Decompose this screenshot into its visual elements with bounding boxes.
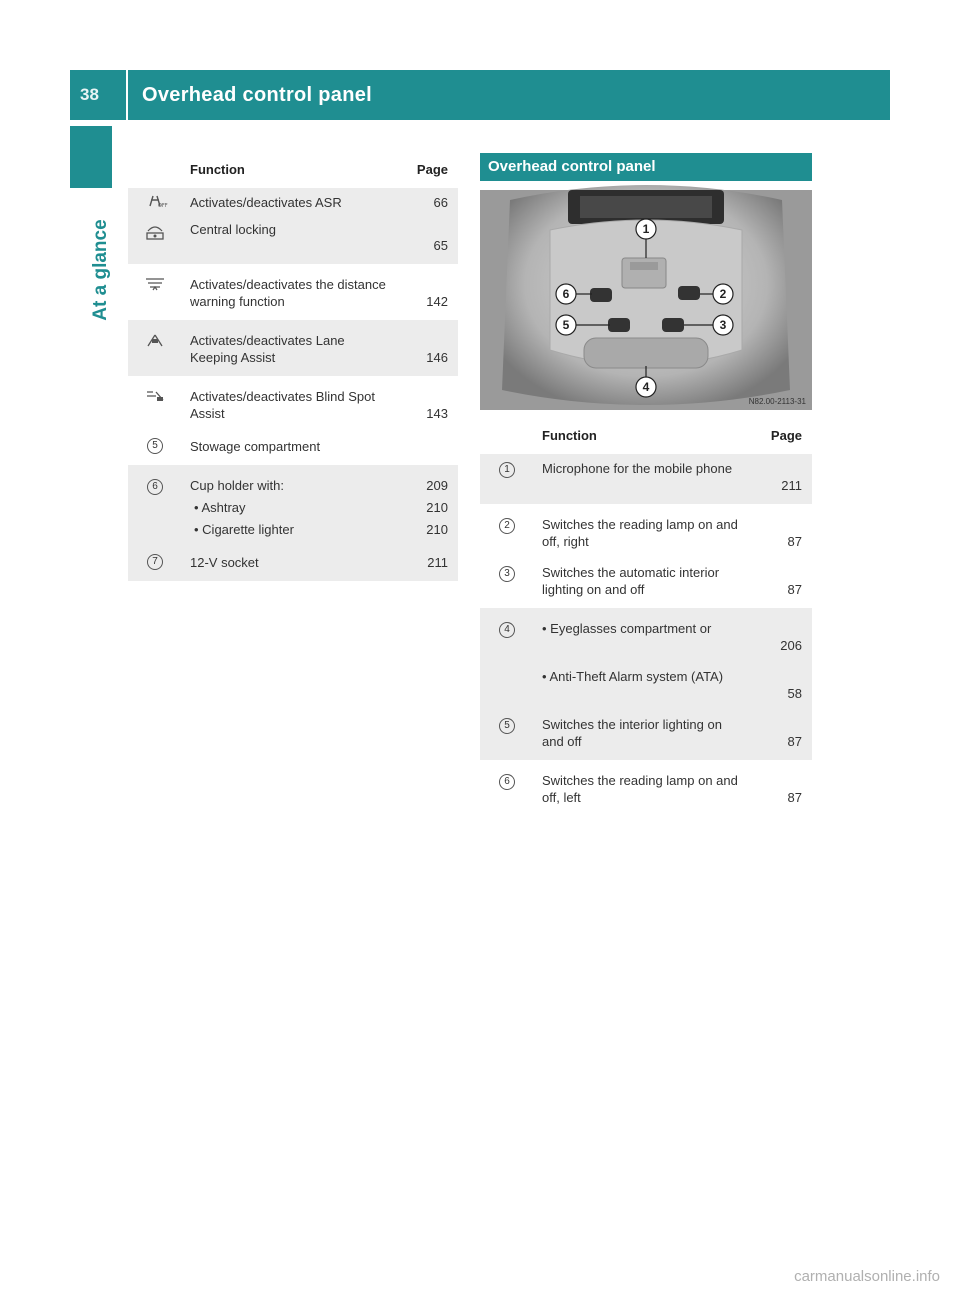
function-text: 12-V socket [182,542,396,575]
page-ref: 87 [750,706,812,754]
function-text: Activates/deactivates Lane Keeping Assist [182,326,396,370]
page-ref: 143 [396,382,458,426]
table-row [480,454,812,498]
bullet-text: • Ashtray [194,500,246,515]
table-row [480,614,812,658]
table-row [480,706,812,754]
bullet-text: • Cigarette lighter [194,522,294,537]
table-row [128,542,458,575]
function-text: • Anti-Theft Alarm system (ATA) [534,658,750,706]
function-text: Activates/deactivates Blind Spot Assist [182,382,396,426]
page-ref: 58 [750,658,812,706]
page-ref: 87 [750,510,812,554]
page-header-col: Page [770,427,802,443]
left-function-table [128,150,458,581]
function-text: Switches the interior lighting on and off [534,706,750,754]
page-header [70,70,890,120]
callout-5-label: 5 [562,318,570,332]
page-ref: 210 [426,522,448,537]
page-ref: 87 [750,554,812,602]
table-row [128,270,458,314]
page-ref: 65 [396,215,458,258]
overhead-panel-photo [480,190,812,410]
function-text: Switches the reading lamp on and off, right [534,510,750,554]
svg-text:OFF: OFF [158,203,168,209]
function-text: Central locking [182,215,396,258]
function-text: Cup holder with: [190,478,284,493]
asr-off-icon [128,188,182,215]
callout-6-label: 6 [562,287,570,301]
table-row [480,554,812,602]
section-heading: Overhead control panel [480,153,812,181]
number-7-icon: 7 [128,542,182,575]
callout-1-label: 1 [642,222,650,236]
page-ref: 66 [396,188,458,215]
function-text: Activates/deactivates the distance warning function [182,270,396,314]
table-row [480,658,812,706]
page-ref: 210 [426,500,448,515]
table-row [480,766,812,810]
page-ref: 206 [750,614,812,658]
page-title: Overhead control panel [142,84,372,106]
central-locking-icon [128,215,182,258]
page-header-col: Page [416,161,448,177]
table-row [128,188,458,215]
function-text: Stowage compartment [182,426,396,459]
side-tab-marker [70,126,112,188]
function-text: Switches the reading lamp on and off, left [534,766,750,810]
number-6-icon: 6 [128,471,182,542]
function-header: Function [190,161,245,177]
function-text: Activates/deactivates ASR [182,188,396,215]
function-text: Microphone for the mobile phone [534,454,750,498]
table-row [128,326,458,370]
number-3-icon: 3 [480,554,534,602]
header-divider [126,70,128,120]
function-header: Function [542,427,597,443]
function-text: Switches the automatic interior lighting on and off [534,554,750,602]
table-row [128,426,458,459]
section-label [84,200,118,340]
table-row [480,510,812,554]
callout-3-label: 3 [719,318,727,332]
page-ref: 87 [750,766,812,810]
page-ref: 209 [426,478,448,493]
icon-header [480,416,534,454]
number-2-icon: 2 [480,510,534,554]
photo-code: N82.00-2113-31 [748,397,806,406]
page-ref [396,426,458,459]
icon-header [128,150,182,188]
function-text: • Eyeglasses compartment or [534,614,750,658]
number-5-icon: 5 [480,706,534,754]
callout-4-label: 4 [642,380,650,394]
distance-warning-icon [128,270,182,314]
table-row [128,471,458,542]
lane-keeping-icon [128,326,182,370]
page-ref: 142 [396,270,458,314]
number-4-icon: 4 [480,614,534,658]
blind-spot-icon [128,382,182,426]
page-ref: 211 [750,454,812,498]
page-number: 38 [80,85,99,104]
number-6-icon: 6 [480,766,534,810]
watermark: carmanualsonline.info [794,1268,940,1285]
number-1-icon: 1 [480,454,534,498]
number-5-icon: 5 [128,426,182,459]
section-label-text: At a glance [90,219,111,321]
right-function-table [480,416,812,816]
table-row [128,215,458,258]
table-row [128,382,458,426]
page-ref: 211 [396,542,458,575]
page-ref: 146 [396,326,458,370]
callout-2-label: 2 [719,287,727,301]
